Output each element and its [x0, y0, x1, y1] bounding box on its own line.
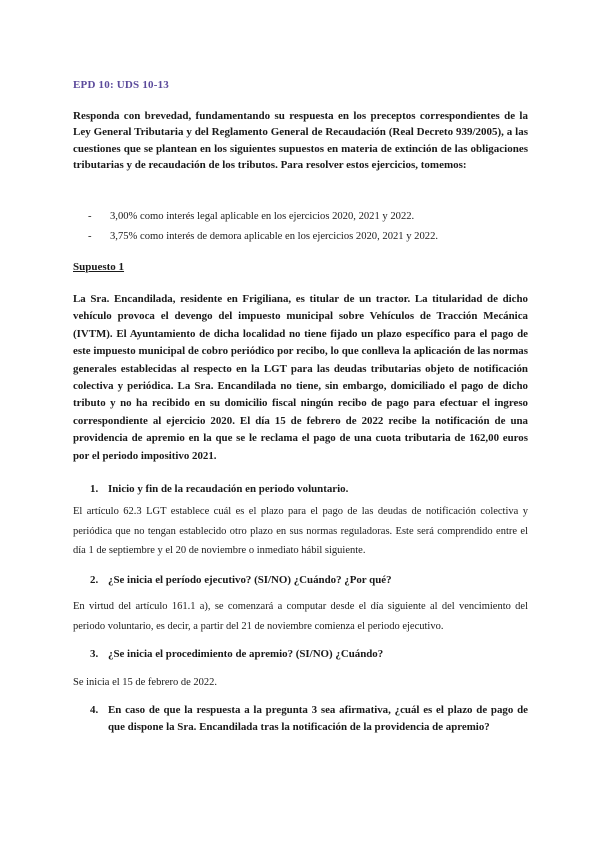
- question-number: 4.: [90, 704, 99, 716]
- intro-paragraph: Responda con brevedad, fundamentando su respuesta en los preceptos correspondientes de la Ley General Tributaria y del Reglamento General de Recaudación (Real Decreto 939/2005), a las cuestiones que se plantean en los siguientes supuestos en materia de extinción de las obligaciones tributarias y de recaudación de los tributos. Para resolver estos ejercicios, tomemos:: [73, 110, 528, 172]
- list-item: [88, 207, 518, 227]
- rates-list: [88, 207, 518, 246]
- question-text: En caso de que la respuesta a la pregunta 3 sea afirmativa, ¿cuál es el plazo de pago de que dispone la Sra. Encandilada tras la notificación de la providencia de apremio?: [108, 704, 528, 733]
- supuesto-title: Supuesto 1: [73, 261, 125, 273]
- question-2: [90, 572, 528, 589]
- question-text: ¿Se inicia el período ejecutivo? (SI/NO) ¿Cuándo? ¿Por qué?: [108, 574, 392, 586]
- answer-2: En virtud del artículo 161.1 a), se comenzará a computar desde el día siguiente al del vencimiento del periodo voluntario, es decir, a partir del 21 de noviembre comienza el periodo ejecutivo.: [73, 601, 528, 632]
- question-number: 3.: [90, 648, 99, 660]
- question-text: ¿Se inicia el procedimiento de apremio? (SI/NO) ¿Cuándo?: [108, 648, 384, 660]
- answer-1: El artículo 62.3 LGT establece cuál es el plazo para el pago de las deudas de notificación colectiva y periódica que no tengan establecido otro plazo en sus normas reguladoras. Este será comprendido entre el día 1 de septiembre y el 20 de noviembre o inmediato hábil siguiente.: [73, 506, 528, 556]
- question-1: [90, 481, 528, 498]
- list-item: [88, 227, 518, 247]
- rate-legal-text: 3,00% como interés legal aplicable en los ejercicios 2020, 2021 y 2022.: [110, 211, 415, 222]
- answer-3: Se inicia el 15 de febrero de 2022.: [73, 677, 218, 688]
- document-heading: EPD 10: UDS 10-13: [73, 79, 169, 91]
- supuesto-paragraph: La Sra. Encandilada, residente en Frigiliana, es titular de un tractor. La titularidad de dicho vehículo provoca el devengo del impuesto municipal sobre Vehículos de Tracción Mecánica (IVTM). El Ayuntamiento de dicha localidad no tiene fijado un plazo específico para el pago de este impuesto municipal de cobro periódico por recibo, lo que conlleva la aplicación de las normas generales establecidas al respecto en la LGT para las deudas tributarias objeto de notificación colectiva y periódica. La Sra. Encandilada no tiene, sin embargo, domiciliado el pago de dicho tributo y no ha recibido en su domicilio fiscal ningún recibo de pago para efectuar el ingreso correspondiente al ejercicio 2020. El día 15 de febrero de 2022 recibe la notificación de una providencia de apremio en la que se le reclama el pago de una cuota tributaria de 162,00 euros por el periodo impositivo 2021.: [73, 293, 528, 462]
- question-number: 1.: [90, 483, 99, 495]
- question-4: [90, 702, 528, 736]
- question-text: Inicio y fin de la recaudación en periodo voluntario.: [108, 483, 349, 495]
- question-3: [90, 646, 528, 663]
- bullet-dash: -: [88, 211, 92, 222]
- question-number: 2.: [90, 574, 99, 586]
- bullet-dash: -: [88, 230, 92, 242]
- rate-demora-text: 3,75% como interés de demora aplicable en los ejercicios 2020, 2021 y 2022.: [110, 230, 439, 242]
